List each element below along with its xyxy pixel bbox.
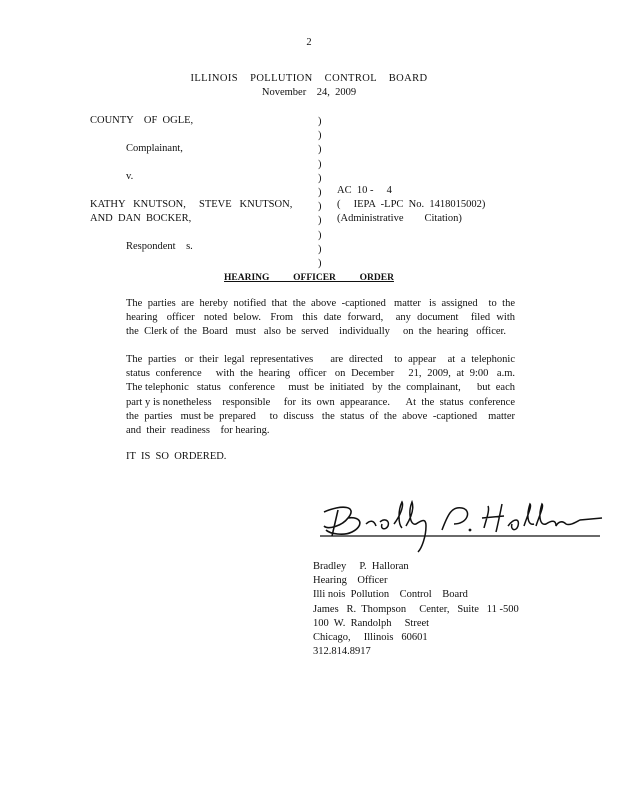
address-line-2: 100 W. Randolph Street <box>313 617 430 629</box>
board-heading: ILLINOIS POLLUTION CONTROL BOARD <box>190 73 428 84</box>
signature-block <box>313 560 519 659</box>
paragraph-1 <box>90 297 521 340</box>
paragraph-2 <box>90 353 529 438</box>
complainant-party: COUNTY OF OGLE, <box>90 115 194 126</box>
paragraph-2-text: The parties or their legal representatives are directed to appear at a telephonic status conference with the hearing officer on December 21, 2009, at 9:00 a.m. The telephonic status conference must be initiated by the complainant, but each part y is nonetheless responsible for its own appearance. At the status conference the parties must be prepared to discuss the status of the above -captioned matter and their readiness for hearing. <box>126 354 529 437</box>
address-line-1: James R. Thompson Center, Suite 11 -500 <box>313 603 519 615</box>
respondents-line-2: AND DAN BOCKER, <box>90 213 192 224</box>
signer-title: Hearing Officer <box>313 575 388 587</box>
phone-number: 312.814.8917 <box>313 646 371 658</box>
signer-board: Illi nois Pollution Control Board <box>313 589 468 601</box>
address-line-3: Chicago, Illinois 60601 <box>313 632 428 644</box>
signer-name: Bradley P. Halloran <box>313 561 409 572</box>
order-date: November 24, 2009 <box>261 87 357 98</box>
paragraph-1-text: The parties are hereby notified that the above -captioned matter is assigned to the hearing officer noted below. From this date forward, any document filed with the Clerk of the Board must also be served individually on the hearing officer. <box>126 298 521 338</box>
complainant-label: Complainant, <box>126 143 183 154</box>
respondents-label: Respondent s. <box>126 241 193 252</box>
caption-parentheses: ) ) ) ) ) ) ) ) ) ) ) <box>318 116 322 270</box>
page-number: 2 <box>306 37 312 48</box>
order-title-text: HEARING OFFICER ORDER <box>224 273 394 283</box>
citation-type: (Administrative Citation) <box>337 213 462 224</box>
respondents-line-1: KATHY KNUTSON, STEVE KNUTSON, <box>90 199 293 210</box>
case-number: AC 10 - 4 <box>337 185 392 196</box>
order-title <box>0 272 618 283</box>
so-ordered: IT IS SO ORDERED. <box>126 451 227 462</box>
iepa-number: ( IEPA -LPC No. 1418015002) <box>337 199 486 210</box>
signature-image <box>318 496 603 554</box>
versus: v. <box>126 171 134 182</box>
